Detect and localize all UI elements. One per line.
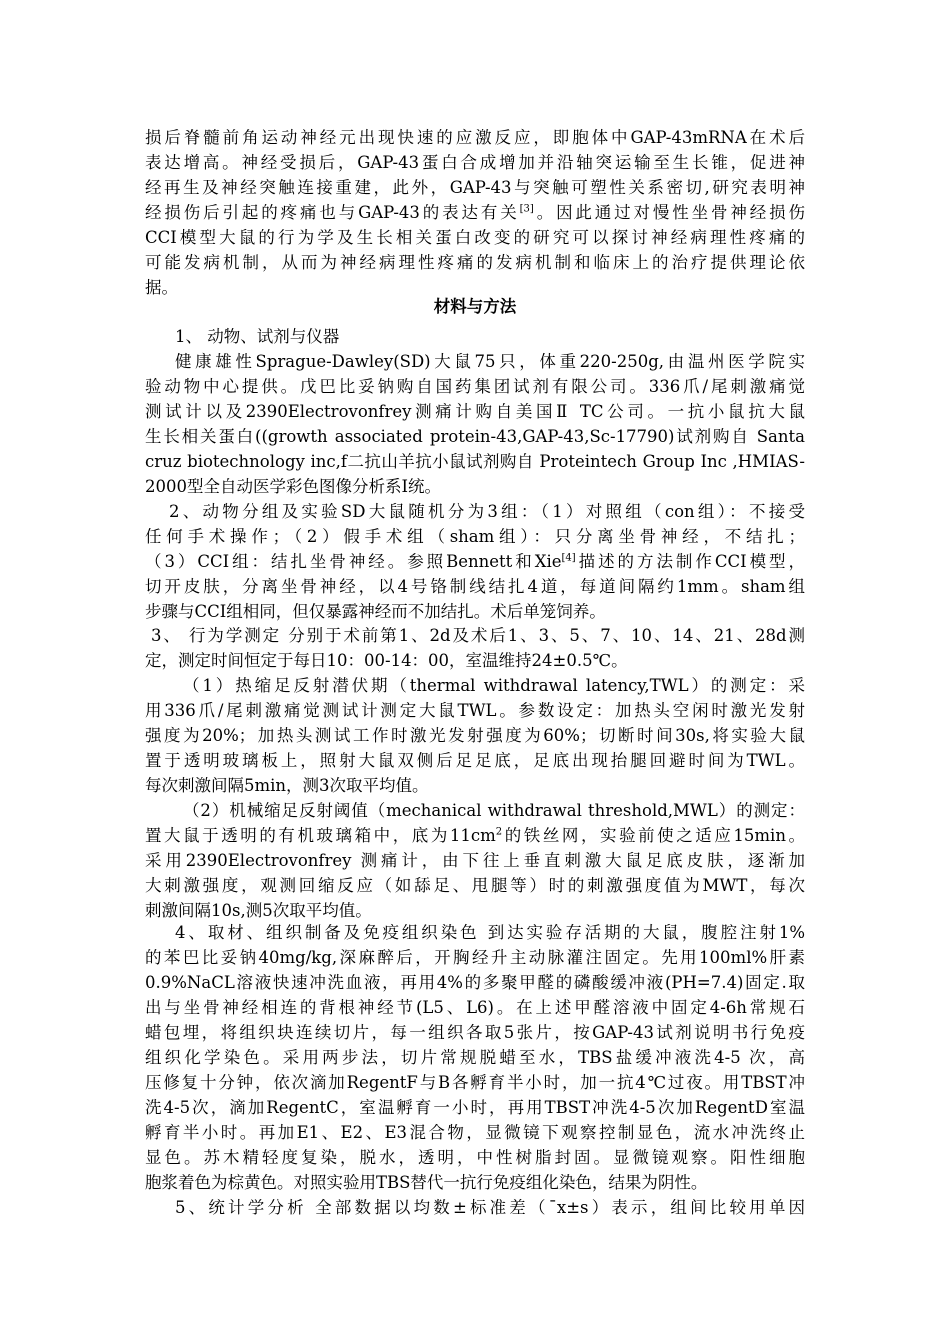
- text-line: 出与坐骨神经相连的背根神经节(L5、L6)。在上述甲醛溶液中固定4-6h常规石: [145, 998, 805, 1017]
- text-line: 测试计以及2390Electrovonfrey测痛计购自美国Ⅱ TC公司。一抗小鼠抗大鼠: [145, 402, 805, 421]
- text-line: 置于透明玻璃板上，照射大鼠双侧后足足底，足底出现抬腿回避时间为TWL。: [145, 751, 805, 770]
- text-segment: 置大鼠于透明的有机玻璃箱中，底为11cm: [145, 826, 496, 845]
- text-line: [145, 823, 805, 848]
- text-line: （1）热缩足反射潜伏期（thermal withdrawal latency,TWL）的测定：采: [183, 676, 805, 695]
- text-line: （2）机械缩足反射阈值（mechanical withdrawal threshold,MWL）的测定：: [183, 801, 805, 820]
- section-3: [145, 623, 805, 923]
- citation-ref: [4]: [561, 552, 576, 564]
- text-segment: 的铁丝网，实验前使之适应15min。: [502, 826, 806, 845]
- text-line: 切开皮肤，分离坐骨神经，以4号铬制线结扎4道，每道间隔约1mm。sham组: [145, 577, 805, 596]
- subsection-title: 1、 动物、试剂与仪器: [175, 327, 340, 346]
- text-line: 的苯巴比妥钠40mg/kg,深麻醉后，开胸经升主动脉灌注固定。先用100ml%肝素: [145, 948, 805, 967]
- text-line: 5、统计学分析 全部数据以均数±标准差（ˉx±s）表示，组间比较用单因: [175, 1198, 805, 1217]
- section-2: [145, 499, 805, 624]
- text-line: 4、取材、组织制备及免疫组织染色 到达实验存活期的大鼠，腹腔注射1%: [175, 923, 805, 942]
- text-segment: 描述的方法制作CCI模型，: [575, 552, 805, 571]
- section-4: [145, 920, 805, 1195]
- text-line: 2、动物分组及实验SD大鼠随机分为3组：（1）对照组（con组）：不接受: [169, 502, 805, 521]
- text-line: 0.9%NaCL溶液快速冲洗血液，再用4%的多聚甲醛的磷酸缓冲液(PH=7.4)固定.取: [145, 973, 805, 992]
- text-line: 胞浆着色为棕黄色。对照实验用TBS替代一抗行免疫组化染色，结果为阴性。: [145, 1173, 708, 1192]
- text-segment: 经损伤后引起的疼痛也与GAP-43的表达有关: [145, 203, 520, 222]
- text-line: 验动物中心提供。戊巴比妥钠购自国药集团试剂有限公司。336爪/尾刺激痛觉: [145, 377, 805, 396]
- text-line: 大刺激强度，观测回缩反应（如舔足、甩腿等）时的刺激强度值为MWT，每次: [145, 876, 805, 895]
- section-5: [145, 1195, 805, 1220]
- text-line: 每次刺激间隔5min，测3次取平均值。: [145, 776, 429, 795]
- section-1: [145, 324, 805, 499]
- text-line: 3、 行为学测定 分别于术前第1、2d及术后1、3、5、7、10、14、21、28d测: [151, 626, 805, 645]
- intro-paragraph: [145, 125, 805, 300]
- text-line: 损后脊髓前角运动神经元出现快速的应激反应，即胞体中GAP-43mRNA在术后: [145, 128, 805, 147]
- text-line: 健康雄性Sprague-Dawley(SD)大鼠75只，体重220-250g,由温州医学院实: [175, 352, 805, 371]
- text-line: 步骤与CCI组相同，但仅暴露神经而不加结扎。术后单笼饲养。: [145, 602, 606, 621]
- text-line: [145, 549, 805, 574]
- text-line: 表达增高。神经受损后，GAP-43蛋白合成增加并沿轴突运输至生长锥，促进神: [145, 153, 805, 172]
- text-line: cruz biotechnology inc,f二抗山羊抗小鼠试剂购自 Proteintech Group Inc ,HMIAS-: [145, 452, 805, 471]
- text-line: 强度为20%；加热头测试工作时激光发射强度为60%；切断时间30s,将实验大鼠: [145, 726, 805, 745]
- text-line: [145, 200, 805, 225]
- text-line: 经再生及神经突触连接重建，此外，GAP-43与突触可塑性关系密切,研究表明神: [145, 178, 805, 197]
- text-line: 可能发病机制，从而为神经病理性疼痛的发病机制和临床上的治疗提供理论依: [145, 253, 805, 272]
- text-line: 任何手术操作；（2）假手术组（sham组）：只分离坐骨神经，不结扎；: [145, 527, 805, 546]
- section-heading: 材料与方法: [433, 297, 517, 316]
- text-line: 生长相关蛋白((growth associated protein-43,GAP-43,Sc-17790)试剂购自 Santa: [145, 427, 805, 446]
- text-segment: （3）CCI组：结扎坐骨神经。参照Bennett和Xie: [145, 552, 562, 571]
- text-line: CCI模型大鼠的行为学及生长相关蛋白改变的研究可以探讨神经病理性疼痛的: [145, 228, 805, 247]
- text-line: 用336爪/尾刺激痛觉测试计测定大鼠TWL。参数设定：加热头空闲时激光发射: [145, 701, 805, 720]
- text-line: 孵育半小时。再加E1、E2、E3混合物，显微镜下观察控制显色，流水冲洗终止: [145, 1123, 805, 1142]
- text-line: 蜡包埋，将组织块连续切片，每一组织各取5张片，按GAP-43试剂说明书行免疫: [145, 1023, 805, 1042]
- text-line: 采用2390Electrovonfrey 测痛计，由下往上垂直刺激大鼠足底皮肤，逐渐加: [145, 851, 805, 870]
- superscript: 2: [495, 826, 503, 838]
- text-line: 2000型全自动医学彩色图像分析系Ⅰ统。: [145, 477, 442, 496]
- text-line: 据。: [145, 278, 178, 297]
- text-line: 刺激间隔10s,测5次取平均值。: [145, 901, 372, 920]
- text-line: 定，测定时间恒定于每日10：00-14：00，室温维持24±0.5℃。: [145, 651, 628, 670]
- text-segment: 。因此通过对慢性坐骨神经损伤: [533, 203, 806, 222]
- text-line: 显色。苏木精轻度复染，脱水，透明，中性树脂封固。显微镜观察。阳性细胞: [145, 1148, 805, 1167]
- citation-ref: [3]: [519, 203, 534, 215]
- text-line: 压修复十分钟，依次滴加RegentF与B各孵育半小时，加一抗4℃过夜。用TBST冲: [145, 1073, 805, 1092]
- text-line: 组织化学染色。采用两步法，切片常规脱蜡至水，TBS盐缓冲液洗4-5 次，高: [145, 1048, 805, 1067]
- text-line: 洗4-5次，滴加RegentC，室温孵育一小时，再用TBST冲洗4-5次加RegentD室温: [145, 1098, 805, 1117]
